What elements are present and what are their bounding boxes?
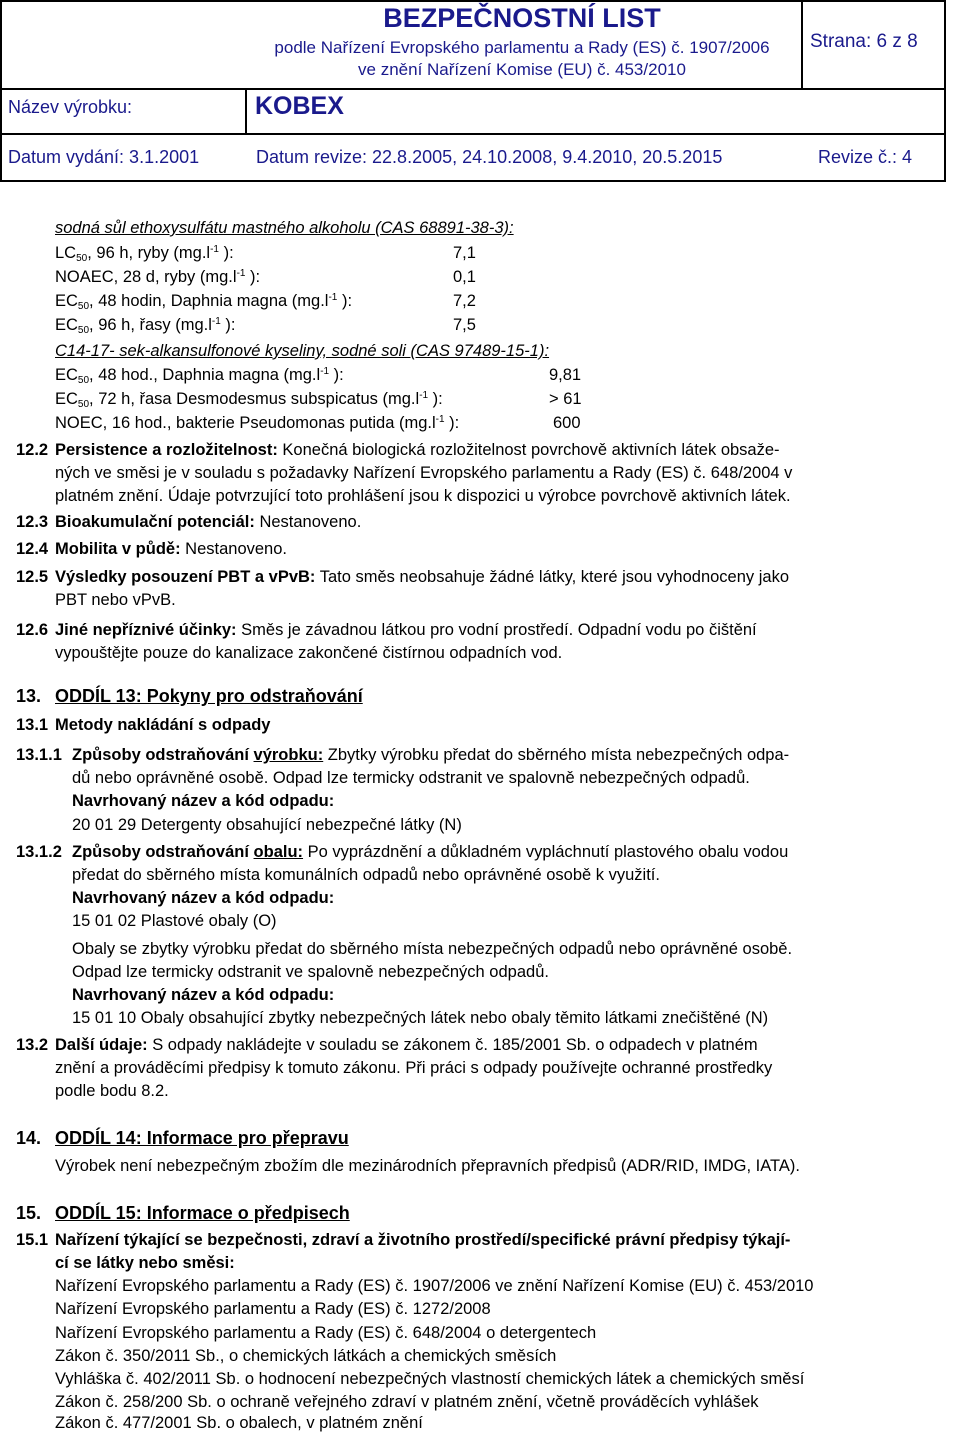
regulation-item: Nařízení Evropského parlamentu a Rady (ES) č. 1272/2008 [55,1300,491,1318]
other-info-line-1: Další údaje: S odpady nakládejte v souladu se zákonem č. 185/2001 Sb. o odpadech v platném [55,1036,758,1054]
other-info-line-3: podle bodu 8.2. [55,1082,169,1100]
section-number: 13. [16,686,42,706]
eco-row: NOEC, 16 hod., bakterie Pseudomonas putida ($mg.l^{-1}$ ): [55,414,460,432]
eco-value: 7,1 [453,244,476,262]
regulation-item: Nařízení Evropského parlamentu a Rady (ES) č. 648/2004 o detergentech [55,1324,597,1342]
section-number: 13.1 [16,716,49,734]
eco-row: $EC_{50}$, 72 h, řasa Desmodesmus subspicatus ($mg.l^{-1}$ ): [55,390,443,410]
regulation-line-2: ve znění Nařízení Komise (EU) č. 453/2010 [358,60,686,79]
section-number: 15. [16,1203,42,1223]
product-disposal-line-1: Způsoby odstraňování výrobku: Zbytky výrobku předat do sběrného místa nebezpečných odpa- [72,746,790,764]
mobility: Mobilita v půdě: Nestanoveno. [55,540,287,558]
packaging-disposal-line-1: Způsoby odstraňování obalu: Po vyprázdnění a důkladném vypláchnutí plastového obalu vodou [72,843,789,861]
pbt-line-2: PBT nebo vPvB. [55,591,176,609]
waste-code-label: Navrhovaný název a kód odpadu: [72,889,335,907]
waste-code: 15 01 10 Obaly obsahující zbytky nebezpečných látek nebo obaly těmito látkami znečištěné (N) [72,1009,769,1027]
section-number: 12.2 [16,441,49,459]
regulations-heading-line-1: Nařízení týkající se bezpečnosti, zdraví a životního prostředí/specifické právní předpisy týkají- [55,1231,791,1249]
section-13-title: ODDÍL 13: Pokyny pro odstraňování [55,686,363,706]
bioaccumulation: Bioakumulační potenciál: Nestanoveno. [55,513,362,531]
section-number: 13.2 [16,1036,49,1054]
regulation-item: Zákon č. 258/200 Sb. o ochraně veřejného zdraví v platném znění, včetně prováděcích vyhlášek [55,1393,759,1411]
product-disposal-line-2: dů nebo oprávněné osobě. Odpad lze termicky odstranit ve spalovně nebezpečných odpadů. [72,769,750,787]
section-14-title: ODDÍL 14: Informace pro přepravu [55,1128,349,1148]
other-info-line-2: znění a prováděcími předpisy k tomuto zákonu. Při práci s odpady používejte ochranné prostředky [55,1059,773,1077]
waste-code-label: Navrhovaný název a kód odpadu: [72,986,335,1004]
packaging-disposal-line-2: předat do sběrného místa komunálních odpadů nebo oprávněné osobě k využití. [72,866,660,884]
revision-dates: Datum revize: 22.8.2005, 24.10.2008, 9.4.2010, 20.5.2015 [256,147,723,167]
revision-number: Revize č.: 4 [818,147,913,167]
waste-code: 15 01 02 Plastové obaly (O) [72,912,277,930]
section-number: 12.5 [16,568,49,586]
persistence-line-1: Persistence a rozložitelnost: Konečná biologická rozložitelnost povrchově aktivních látek obsaže- [55,441,780,459]
document-title: BEZPEČNOSTNÍ LIST [383,3,661,33]
eco-value: 7,2 [453,292,476,310]
waste-code: 20 01 29 Detergenty obsahující nebezpečné látky (N) [72,816,462,834]
waste-code-label: Navrhovaný název a kód odpadu: [72,792,335,810]
packaging-disposal-line-3: Obaly se zbytky výrobku předat do sběrného místa nebezpečných odpadů nebo oprávněné osobě. [72,940,793,958]
eco-value: 9,81 [549,366,582,384]
section-number: 14. [16,1128,42,1148]
eco-value: > 61 [549,390,582,408]
substance-2-heading: C14-17- sek-alkansulfonové kyseliny, sodné soli (CAS 97489-15-1): [55,342,550,360]
substance-1-heading: sodná sůl ethoxysulfátu mastného alkoholu (CAS 68891-38-3): [55,219,514,237]
regulations-heading-line-2: cí se látky nebo směsi: [55,1254,235,1272]
product-label: Název výrobku: [8,97,133,117]
eco-row: NOAEC, 28 d, ryby ($mg.l^{-1}$ ): [55,268,261,286]
eco-row: $LC_{50}$, 96 h, ryby ($mg.l^{-1}$ ): [55,244,234,264]
eco-value: 600 [553,414,581,432]
pbt-line-1: Výsledky posouzení PBT a vPvB: Tato směs neobsahuje žádné látky, které jsou vyhodnoceny jako [55,568,790,586]
other-effects-line-1: Jiné nepříznivé účinky: Směs je závadnou látkou pro vodní prostředí. Odpadní vodu po čištění [55,621,757,639]
waste-methods-heading: Metody nakládání s odpady [55,716,271,734]
eco-row: $EC_{50}$, 48 hodin, Daphnia magna ($mg.l^{-1}$ ): [55,292,353,312]
regulation-line-1: podle Nařízení Evropského parlamentu a Rady (ES) č. 1907/2006 [274,38,770,57]
eco-row: $EC_{50}$, 96 h, řasy ($mg.l^{-1}$ ): [55,316,236,336]
product-name: KOBEX [255,92,344,120]
section-number: 12.6 [16,621,49,639]
eco-row: $EC_{50}$, 48 hod., Daphnia magna ($mg.l^{-1}$ ): [55,366,344,386]
regulation-item: Zákon č. 350/2011 Sb., o chemických látkách a chemických směsích [55,1347,557,1365]
section-number: 12.3 [16,513,49,531]
section-number: 12.4 [16,540,49,558]
regulation-item: Vyhláška č. 402/2011 Sb. o hodnocení nebezpečných vlastností chemických látek a chemických směsí [55,1370,805,1388]
packaging-disposal-line-4: Odpad lze termicky odstranit ve spalovně nebezpečných odpadů. [72,963,549,981]
section-15-title: ODDÍL 15: Informace o předpisech [55,1203,350,1223]
eco-value: 0,1 [453,268,476,286]
eco-value: 7,5 [453,316,476,334]
other-effects-line-2: vypouštějte pouze do kanalizace zakončené čistírnou odpadních vod. [55,644,563,662]
persistence-line-2: ných ve směsi je v souladu s požadavky Nařízení Evropského parlamentu a Rady (ES) č. 648/2004 v [55,464,793,482]
regulation-item: Zákon č. 477/2001 Sb. o obalech, v platném znění [55,1414,423,1432]
issue-date: Datum vydání: 3.1.2001 [8,147,200,167]
regulation-item: Nařízení Evropského parlamentu a Rady (ES) č. 1907/2006 ve znění Nařízení Komise (EU) č. 453/2010 [55,1277,814,1295]
persistence-line-3: platném znění. Údaje potvrzující toto prohlášení jsou k dispozici u výrobce povrchově aktivních látek. [55,487,791,505]
section-number: 15.1 [16,1231,49,1249]
transport-info: Výrobek není nebezpečným zbožím dle mezinárodních přepravních předpisů (ADR/RID, IMDG, IATA). [55,1157,800,1175]
section-number: 13.1.1 [16,746,62,764]
section-number: 13.1.2 [16,843,62,861]
page-number: Strana: 6 z 8 [810,31,918,52]
